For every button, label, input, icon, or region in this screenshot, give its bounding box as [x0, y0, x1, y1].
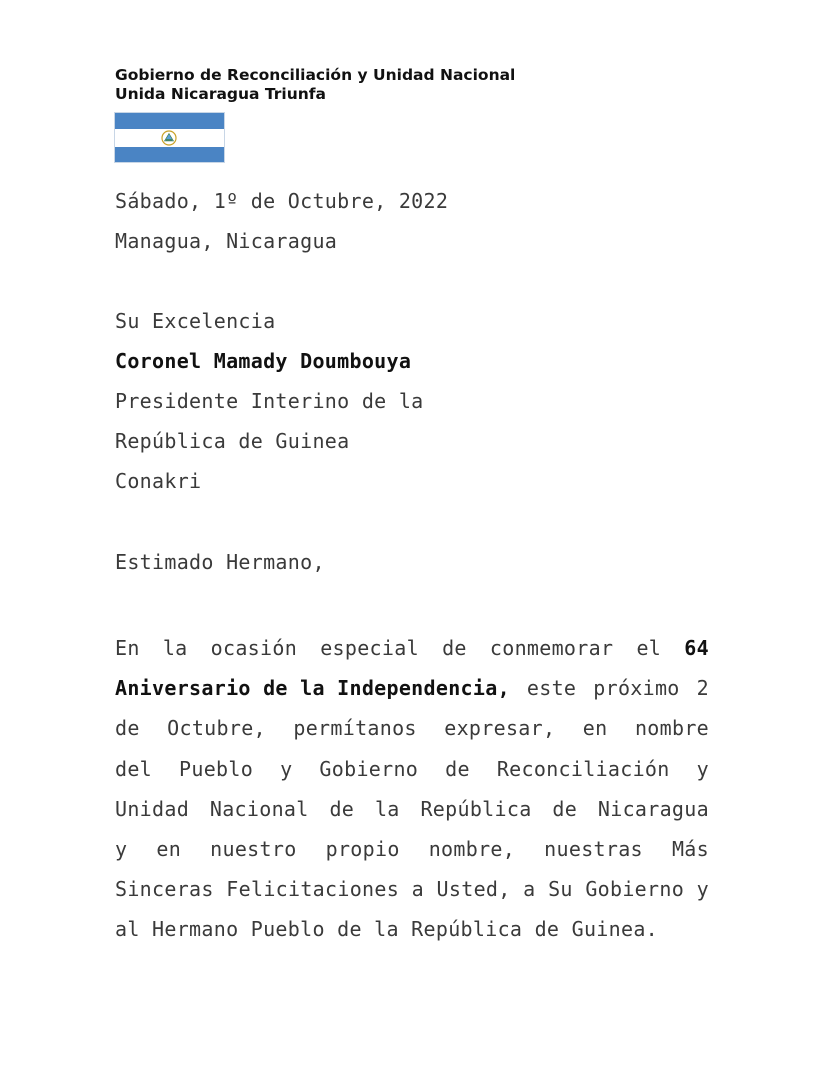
body-word: y: [115, 836, 128, 861]
recipient-name: Coronel Mamady Doumbouya: [115, 349, 412, 373]
body-word: Reconciliación: [496, 756, 670, 781]
body-word: a: [411, 877, 424, 902]
body-word: al Hermano Pueblo de la República de Guinea.: [115, 917, 659, 942]
body-word: y: [280, 756, 293, 781]
body-word: el: [636, 636, 662, 660]
letter-body-paragraph: [115, 628, 709, 950]
body-line: [115, 708, 709, 748]
body-line: [115, 789, 709, 829]
body-word: Octubre,: [167, 716, 266, 741]
body-word: a: [523, 877, 536, 902]
body-word: 64: [684, 636, 709, 660]
body-word: Su: [548, 877, 573, 902]
letter-date: Sábado, 1º de Octubre, 2022: [115, 189, 449, 213]
body-line: [115, 749, 709, 789]
body-word: nuestro: [210, 836, 297, 861]
body-word: de: [329, 796, 355, 821]
body-word: de: [445, 756, 470, 781]
body-word: y: [696, 877, 709, 902]
body-word: la: [162, 636, 188, 660]
body-word: nombre: [634, 716, 709, 741]
body-line: [115, 909, 709, 949]
letterhead-government-name: Gobierno de Reconciliación y Unidad Nacional: [115, 66, 516, 84]
coat-of-arms-icon: [161, 130, 177, 146]
body-word: este: [526, 676, 577, 701]
recipient-position-line2: República de Guinea: [115, 429, 350, 453]
body-word: Nicaragua: [597, 796, 709, 821]
body-line: [115, 628, 709, 668]
body-word: y: [696, 756, 709, 781]
flag-bottom-band: [115, 147, 224, 163]
greeting: Estimado Hermano,: [115, 550, 325, 574]
body-word: Felicitaciones: [226, 877, 400, 902]
body-word: Aniversario de la Independencia,: [115, 676, 510, 701]
recipient-title: Su Excelencia: [115, 309, 276, 333]
body-word: permítanos: [293, 716, 417, 741]
body-word: nuestras: [544, 836, 643, 861]
body-word: nombre,: [428, 836, 516, 861]
body-word: especial: [320, 636, 419, 660]
letterhead: [115, 66, 515, 104]
body-word: ocasión: [210, 636, 298, 660]
body-word: propio: [325, 836, 400, 861]
body-word: en: [156, 836, 182, 861]
body-word: la: [374, 796, 400, 821]
body-word: Usted,: [436, 877, 511, 902]
body-line: [115, 668, 709, 708]
letter-place: Managua, Nicaragua: [115, 229, 338, 253]
body-word: de: [442, 636, 467, 660]
body-word: conmemorar: [489, 636, 614, 660]
flag-top-band: [115, 113, 224, 129]
body-word: Pueblo: [179, 756, 254, 781]
body-word: Nacional: [209, 796, 309, 821]
body-word: 2: [696, 676, 709, 701]
body-word: de: [552, 796, 578, 821]
body-word: próximo: [593, 676, 680, 701]
recipient-city: Conakri: [115, 469, 202, 493]
body-word: En: [115, 636, 140, 660]
body-word: de: [115, 716, 140, 741]
body-word: expresar,: [444, 716, 556, 741]
body-word: República: [420, 796, 532, 821]
body-word: Gobierno: [319, 756, 419, 781]
recipient-position-line1: Presidente Interino de la: [115, 389, 424, 413]
body-word: Unidad: [115, 796, 190, 821]
body-line: [115, 869, 709, 909]
body-word: en: [582, 716, 608, 741]
body-line: [115, 829, 709, 869]
body-word: Más: [671, 836, 709, 861]
body-word: Gobierno: [585, 877, 685, 902]
nicaragua-flag-icon: [114, 112, 225, 163]
body-word: Sinceras: [115, 877, 214, 902]
letterhead-slogan: Unida Nicaragua Triunfa: [115, 85, 327, 103]
body-word: del: [115, 756, 153, 781]
